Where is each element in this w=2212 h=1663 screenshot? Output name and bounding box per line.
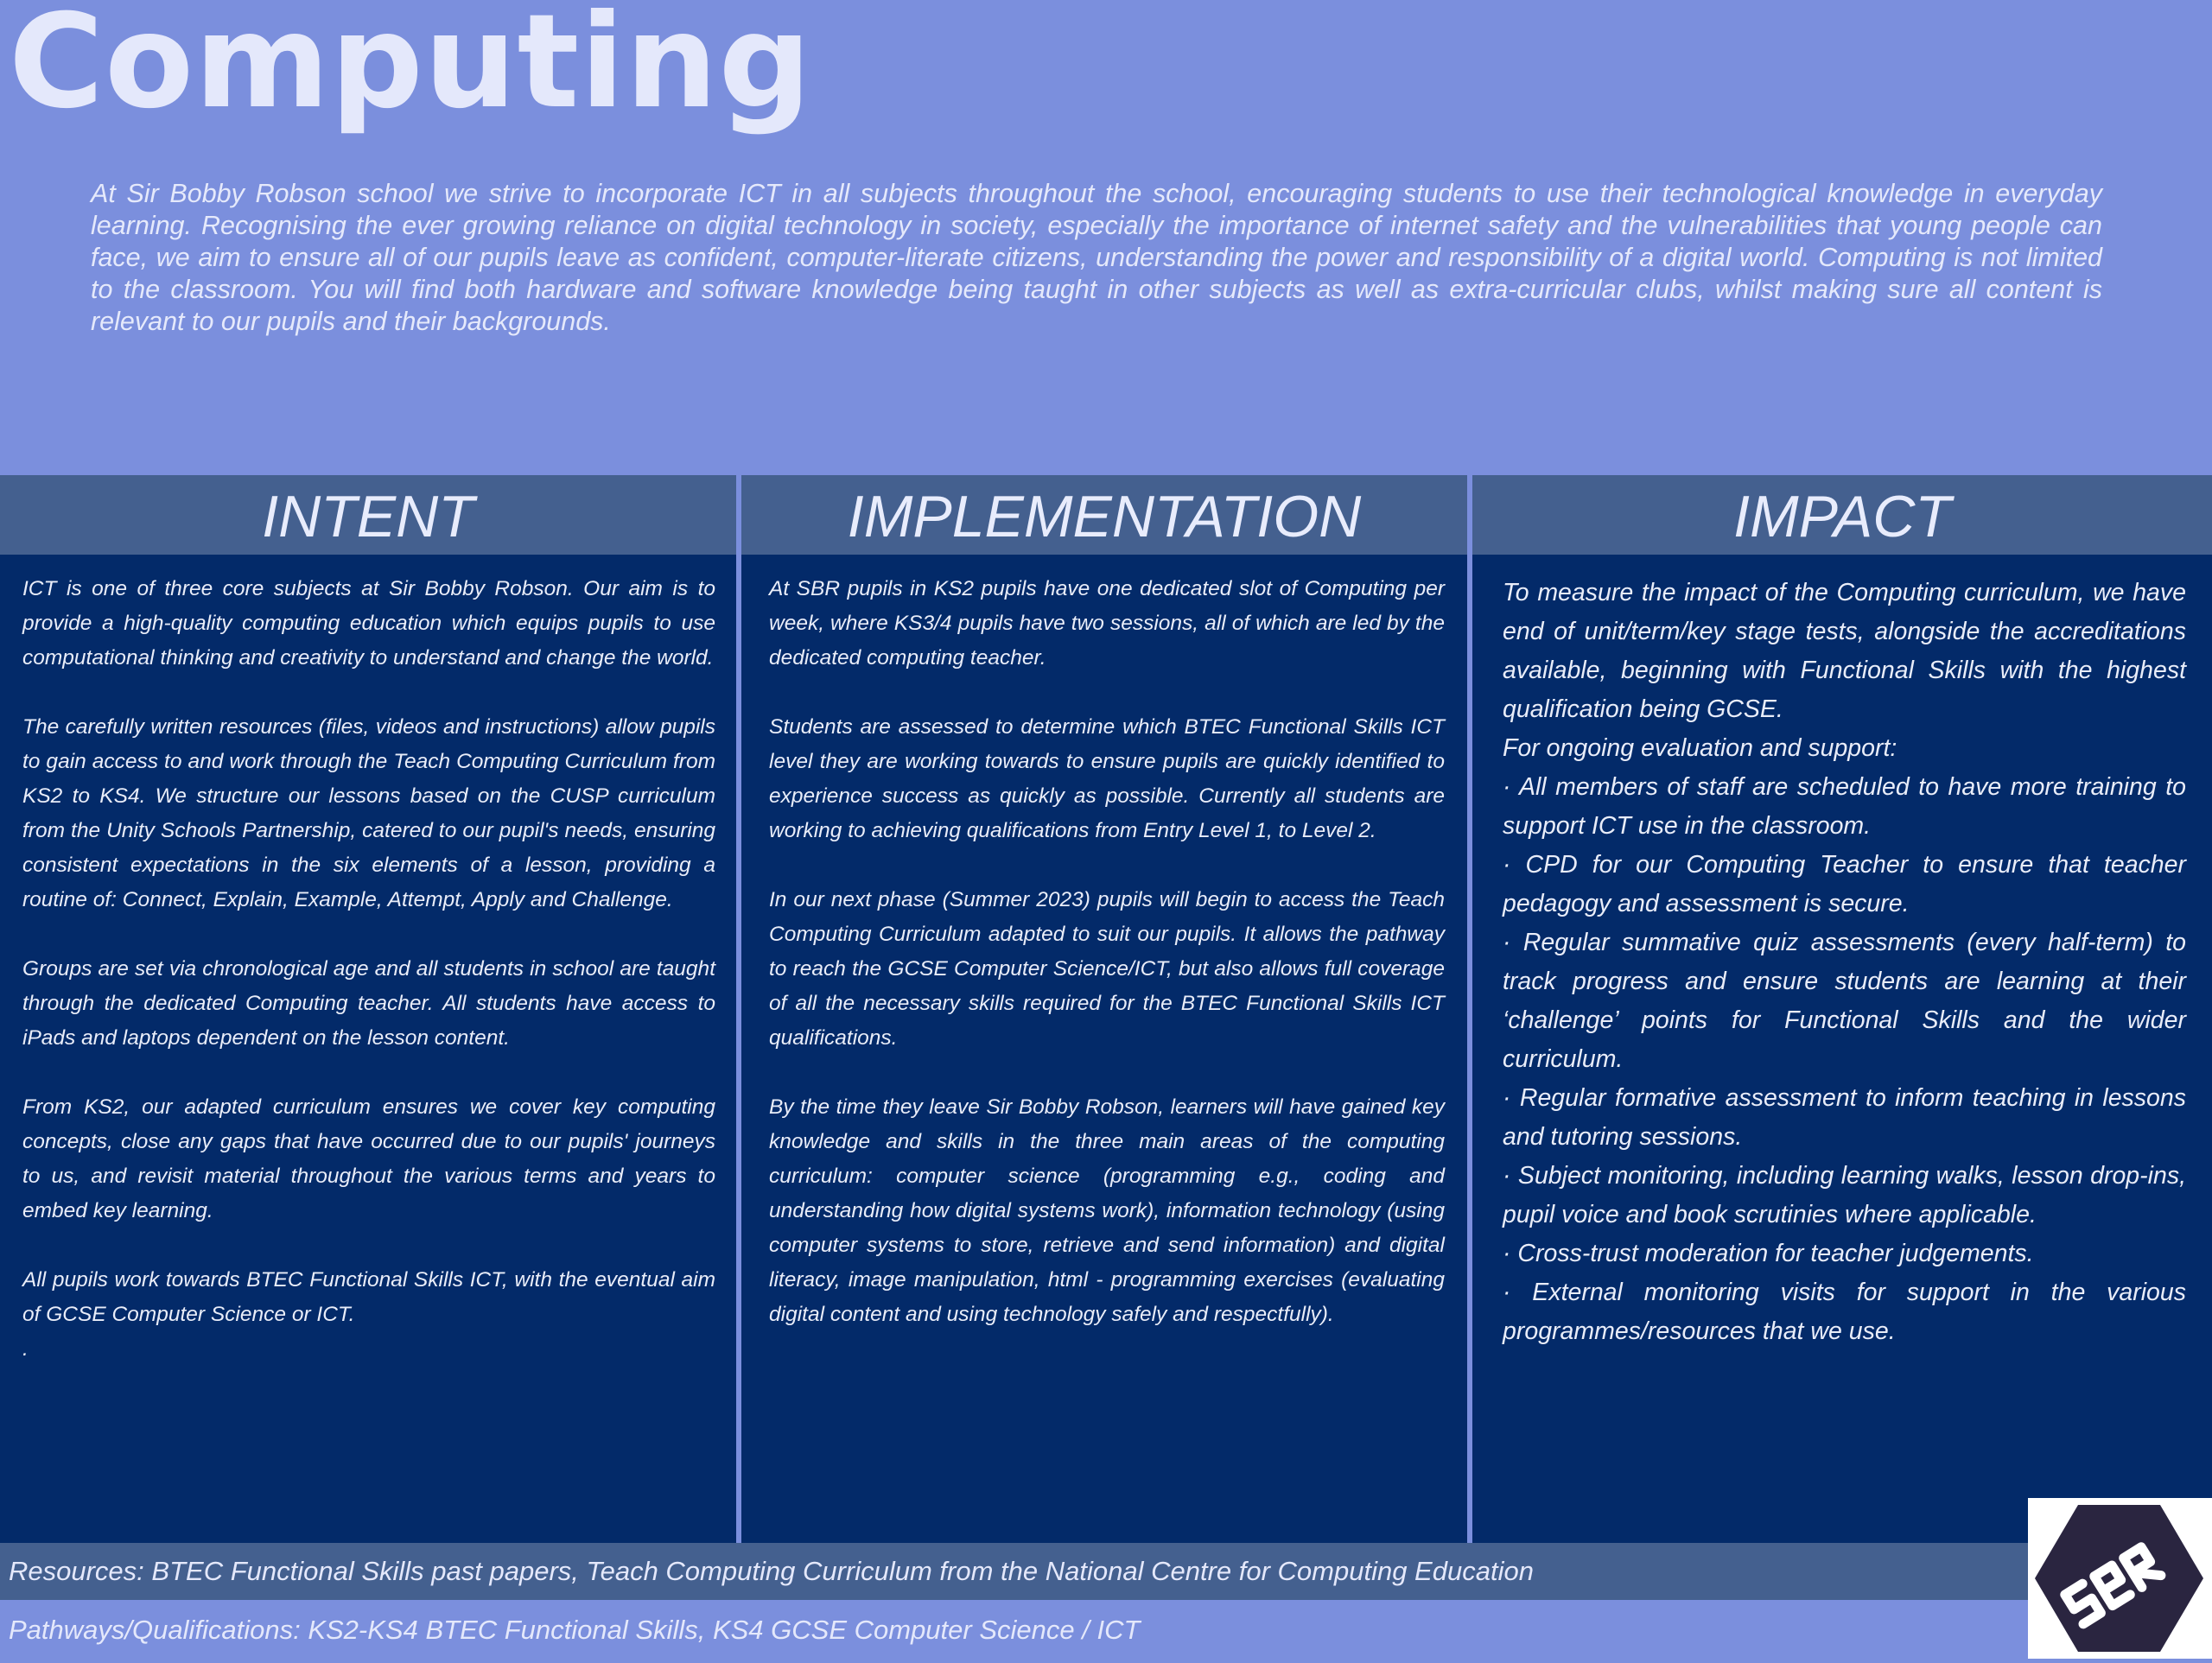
intent-column bbox=[0, 475, 736, 1545]
intro-paragraph: At Sir Bobby Robson school we strive to incorporate ICT in all subjects throughout the school, encouraging students to use their technological knowledge in everyday learning. Recognising the ever growing reliance on digital technology in society, especially the importance of internet safety and the vulnerabilities that young people can face, we aim to ensure all of our pupils leave as confident, computer-literate citizens, understanding the power and responsibility of a digital world. Computing is not limited to the classroom. You will find both hardware and software knowledge being taught in other subjects as well as extra-curricular clubs, whilst making sure all content is relevant to our pupils and their backgrounds. bbox=[91, 179, 2102, 336]
page-title: Computing bbox=[9, 0, 812, 137]
impact-body: To measure the impact of the Computing curriculum, we have end of unit/term/key stage tests, alongside the accreditations available, beginning with Functional Skills with the highest qualification being GCSE. For ongoing evaluation and support: · All members of staff are scheduled to have more training to support ICT use in the classroom. · CPD for our Computing Teacher to ensure that teacher pedagogy and assessment is secure. · Regular summative quiz assessments (every half-term) to track progress and ensure students are learning at their ‘challenge’ points for Functional Skills and the wider curriculum. · Regular formative assessment to inform teaching in lessons and tutoring sessions. · Subject monitoring, including learning walks, lesson drop-ins, pupil voice and book scrutinies where applicable. · Cross-trust moderation for teacher judgements. · External monitoring visits for support in the various programmes/resources that we use. bbox=[1503, 579, 2186, 1345]
sbr-logo bbox=[2028, 1498, 2212, 1659]
intent-body: ICT is one of three core subjects at Sir Bobby Robson. Our aim is to provide a high-quality computing education which equips pupils to use computational thinking and creativity to understand and change the world. The carefully written resources (files, videos and instructions) allow pupils to gain access to and work through the Teach Computing Curriculum from KS2 to KS4. We structure our lessons based on the CUSP curriculum from the Unity Schools Partnership, catered to our pupil's needs, ensuring consistent expectations in the six elements of a lesson, providing a routine of: Connect, Explain, Example, Attempt, Apply and Challenge. Groups are set via chronological age and all students in school are taught through the dedicated Computing teacher. All students have access to iPads and laptops dependent on the lesson content. From KS2, our adapted curriculum ensures we cover key computing concepts, close any gaps that have occurred due to our pupils' journeys to us, and revisit material throughout the various terms and years to embed key learning. All pupils work towards BTEC Functional Skills ICT, with the eventual aim of GCSE Computer Science or ICT. . bbox=[22, 577, 715, 1361]
implementation-heading: IMPLEMENTATION bbox=[741, 475, 1467, 555]
resources-bar: Resources: BTEC Functional Skills past papers, Teach Computing Curriculum from the National Centre for Computing Education bbox=[0, 1543, 2031, 1600]
impact-column bbox=[1472, 475, 2212, 1545]
pathways-bar: Pathways/Qualifications: KS2-KS4 BTEC Functional Skills, KS4 GCSE Computer Science / ICT bbox=[0, 1602, 2031, 1659]
intent-heading: INTENT bbox=[0, 475, 736, 555]
implementation-body: At SBR pupils in KS2 pupils have one dedicated slot of Computing per week, where KS3/4 pupils have two sessions, all of which are led by the dedicated computing teacher. Students are assessed to determine which BTEC Functional Skills ICT level they are working towards to ensure pupils are quickly identified to experience success as quickly as possible. Currently all students are working to achieving qualifications from Entry Level 1, to Level 2. In our next phase (Summer 2023) pupils will begin to access the Teach Computing Curriculum adapted to suit our pupils. It allows the pathway to reach the GCSE Computer Science/ICT, but also allows full coverage of all the necessary skills required for the BTEC Functional Skills ICT qualifications. By the time they leave Sir Bobby Robson, learners will have gained key knowledge and skills in the three main areas of the computing curriculum: computer science (programming e.g., coding and understanding how digital systems work), information technology (using computer systems to store, retrieve and send information) and digital literacy, image manipulation, html - programming exercises (evaluating digital content and using technology safely and respectfully). bbox=[769, 577, 1445, 1326]
sbr-hexagon-logo-icon bbox=[2028, 1498, 2212, 1659]
impact-heading: IMPACT bbox=[1472, 475, 2212, 555]
implementation-column bbox=[741, 475, 1467, 1545]
